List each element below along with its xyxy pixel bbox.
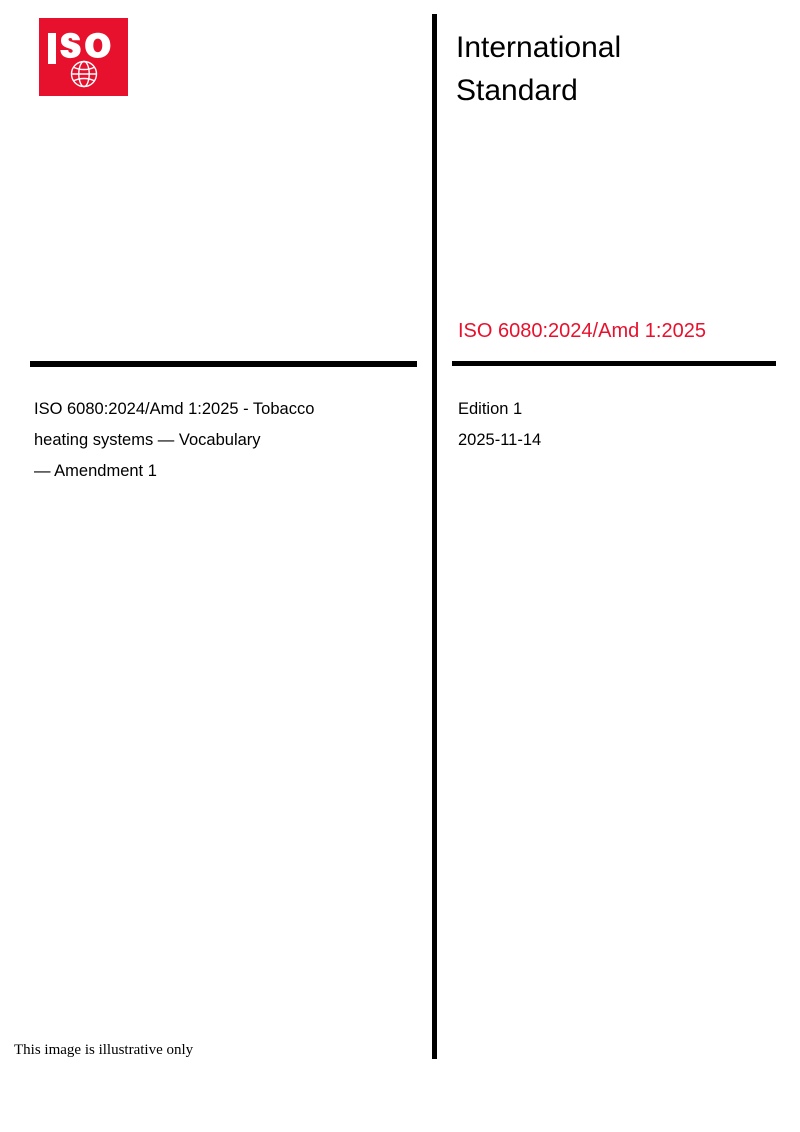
vertical-divider <box>432 14 437 1059</box>
standard-reference-number: ISO 6080:2024/Amd 1:2025 <box>458 320 706 342</box>
document-type-line-1: International <box>456 31 622 64</box>
document-title-line-3: — Amendment 1 <box>34 462 157 480</box>
document-title-line-1: ISO 6080:2024/Amd 1:2025 - Tobacco <box>34 400 315 418</box>
horizontal-divider-left <box>30 361 417 367</box>
edition-label: Edition 1 <box>458 400 523 418</box>
document-type-line-2: Standard <box>456 74 578 107</box>
horizontal-divider-right <box>452 361 776 366</box>
document-title <box>34 394 414 487</box>
publication-date: 2025-11-14 <box>458 431 542 449</box>
document-title-line-2: heating systems — Vocabulary <box>34 431 261 449</box>
illustrative-note: This image is illustrative only <box>14 1042 194 1058</box>
document-metadata <box>458 394 758 456</box>
iso-logo-graphic <box>45 25 123 89</box>
iso-logo <box>39 18 128 96</box>
document-type <box>456 26 776 112</box>
